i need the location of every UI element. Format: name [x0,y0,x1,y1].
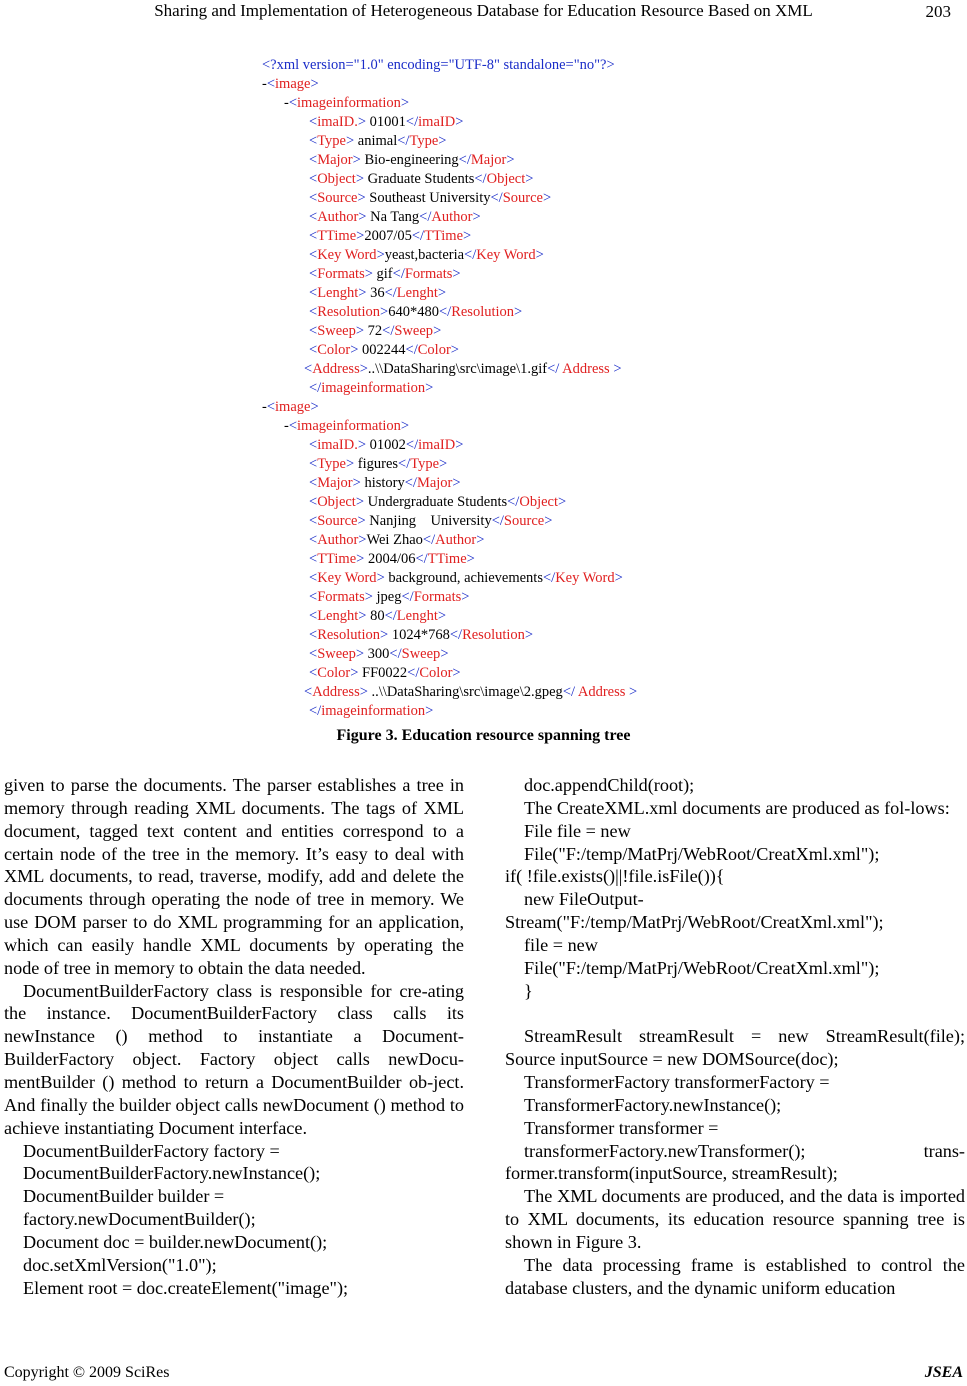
xml-markup: </ [401,589,414,605]
xml-tag-name: Address [312,361,360,377]
xml-tag-name: Major [470,152,507,168]
xml-tag-name: Source [503,513,545,529]
xml-line [284,94,409,113]
xml-line [262,75,319,94]
xml-tag-name: Key Word [317,570,377,586]
xml-markup: < [309,190,318,206]
xml-markup: > [614,570,623,586]
xml-tag-name: Sweep [401,646,441,662]
xml-markup: < [309,513,318,529]
xml-tag-name: imaID. [317,114,358,130]
code-line: former.transform(inputSource, streamResult); [505,1163,838,1184]
xml-text: 1024*768 [388,627,450,643]
xml-tag-name: Address [312,684,360,700]
xml-markup: </ [405,114,419,130]
xml-line [309,322,441,341]
xml-markup: < [309,209,318,225]
xml-tag-name: imageinformation [297,95,401,111]
code-block [4,1140,464,1300]
xml-markup: > [355,646,365,662]
xml-markup: > [310,76,319,92]
xml-text: Southeast University [365,190,491,206]
xml-markup: < [304,361,313,377]
xml-text: Nanjing University [365,513,492,529]
xml-markup: > [452,475,461,491]
xml-tag-name: Lenght [317,608,359,624]
xml-markup: > [558,494,567,510]
xml-markup: > [400,418,410,434]
xml-line [309,113,463,132]
xml-markup: </ [411,228,425,244]
xml-line [309,151,515,170]
xml-tag-name: Address [559,361,614,377]
xml-line [309,246,544,265]
xml-line [309,265,461,284]
xml-markup: > [358,209,367,225]
xml-line [304,360,622,379]
xml-markup: > [358,608,367,624]
xml-tag-name: Source [317,513,358,529]
xml-markup: > [355,494,365,510]
xml-tag-name: Object [317,171,356,187]
xml-markup: > [364,266,373,282]
xml-text: 36 [366,285,385,301]
xml-tag-name: Formats [317,589,365,605]
xml-markup: > [350,665,359,681]
xml-markup: </ [491,513,504,529]
xml-markup: > [535,247,544,263]
xml-markup: > [452,665,461,681]
xml-markup: < [309,646,318,662]
xml-markup: > [357,513,366,529]
xml-tag-name: Source [317,190,358,206]
xml-markup: > [439,456,448,472]
xml-markup: > [466,551,475,567]
xml-markup: > [358,532,367,548]
xml-markup: > [380,304,389,320]
running-header-title: Sharing and Implementation of Heterogeneous Database for Education Resource Based on XML [154,1,813,20]
xml-markup: < [309,171,318,187]
xml-text: 80 [366,608,385,624]
code-line: File("F:/temp/MatPrj/WebRoot/CreatXml.xml"); [524,957,880,978]
xml-line [284,417,409,436]
xml-markup: > [542,190,552,206]
xml-markup: < [309,133,318,149]
xml-markup: < [309,266,318,282]
xml-tag-name: Major [416,475,453,491]
xml-markup: > [450,342,459,358]
xml-tag-name: Type [410,456,440,472]
xml-text: Na Tang [366,209,420,225]
xml-markup: < [309,494,318,510]
xml-markup: < [309,285,318,301]
xml-tag-name: Resolution [451,304,515,320]
xml-markup: > [359,684,368,700]
xml-tag-name: Object [486,171,526,187]
xml-tag-name: Lenght [396,285,438,301]
xml-markup: > [425,703,434,719]
xml-markup: > [359,361,368,377]
code-line: factory.newDocumentBuilder(); [23,1209,256,1230]
xml-tag-name: Color [317,665,351,681]
xml-text: yeast,bacteria [384,247,465,263]
xml-line [309,474,461,493]
code-line: Document doc = builder.newDocument(); [23,1231,328,1252]
xml-tag-name: Author [317,209,359,225]
xml-tag-name: Source [502,190,543,206]
xml-tag-name: Key Word [317,247,377,263]
xml-tag-name: Sweep [317,323,356,339]
xml-markup: > [455,437,464,453]
xml-markup: > [352,475,361,491]
paragraph: The data processing frame is established to control the database clusters, and the dynamic uniform education [505,1254,965,1298]
xml-text: Undergraduate Students [364,494,508,510]
paragraph: StreamResult streamResult = new StreamResult(file); Source inputSource = new DOMSource(doc); [505,1026,965,1070]
xml-tag-name: Author [431,209,473,225]
xml-markup: </ [464,247,477,263]
xml-markup: > [438,133,447,149]
xml-markup: > [437,285,447,301]
xml-text: animal [354,133,398,149]
xml-markup: > [455,114,464,130]
xml-line [309,550,475,569]
xml-text: jpeg [372,589,402,605]
xml-markup: > [357,114,367,130]
xml-markup: > [345,456,355,472]
xml-markup: > [514,304,523,320]
xml-tag-name: imaID [418,114,456,130]
xml-markup: < [266,76,276,92]
xml-line [309,208,481,227]
xml-text: 72 [364,323,383,339]
xml-tag-name: imageinformation [321,380,426,396]
xml-tag-name: Key Word [555,570,615,586]
xml-tag-name: imaID [418,437,456,453]
xml-markup: > [376,570,385,586]
xml-tag-name: Object [317,494,356,510]
xml-markup: > [525,171,534,187]
xml-tag-name: Type [317,456,346,472]
xml-markup: < [309,551,318,567]
xml-tag-name: TTime [427,551,467,567]
xml-line [309,379,433,398]
xml-markup: > [440,646,449,662]
xml-line [309,569,623,588]
xml-markup: > [437,608,447,624]
code-line: doc.setXmlVersion("1.0"); [23,1254,217,1275]
xml-tag-name: Type [409,133,439,149]
xml-markup: </ [449,627,463,643]
xml-line [309,227,471,246]
code-line: Stream("F:/temp/MatPrj/WebRoot/CreatXml.xml"); [505,912,884,933]
code-line: File file = new [524,820,631,841]
xml-markup: > [524,627,534,643]
xml-markup: </ [438,304,452,320]
xml-markup: </ [419,209,432,225]
xml-tag-name: Color [317,342,351,358]
xml-markup: </ [392,266,405,282]
xml-tag-name: Key Word [476,247,536,263]
xml-line [309,645,449,664]
xml-line [309,341,459,360]
xml-markup: > [364,589,373,605]
xml-text: history [360,475,405,491]
xml-markup: </ [474,171,487,187]
xml-markup: > [506,152,515,168]
xml-tag-name: Object [519,494,558,510]
xml-tag-name: TTime [317,551,357,567]
xml-markup: </ [384,608,397,624]
xml-tag-name: Lenght [396,608,438,624]
xml-markup: < [309,456,318,472]
xml-markup: > [380,627,389,643]
xml-tag-name: Major [317,475,353,491]
xml-markup: > [357,190,366,206]
xml-tag-name: imageinformation [297,418,401,434]
xml-markup: > [452,266,461,282]
xml-markup: < [309,114,318,130]
xml-markup: </ [404,475,417,491]
xml-markup: </ [562,684,576,700]
xml-text: Graduate Students [364,171,475,187]
code-line [505,1140,965,1163]
right-column [505,774,965,1299]
footer-journal: JSEA [924,1364,963,1381]
code-fragment: transformerFactory.newTransformer(); [524,1140,806,1161]
xml-markup: </ [397,133,410,149]
xml-text: gif [372,266,393,282]
code-line: File("F:/temp/MatPrj/WebRoot/CreatXml.xml"); [524,843,880,864]
xml-markup: > [345,133,355,149]
xml-tag-name: Sweep [317,646,356,662]
xml-text: FF0022 [358,665,408,681]
xml-text: ..\\DataSharing\src\image\1.gif [367,361,548,377]
code-line: Transformer transformer = [524,1117,719,1138]
xml-markup: </ [384,285,397,301]
xml-markup: < [309,475,318,491]
xml-markup: < [309,570,318,586]
xml-line [309,626,533,645]
xml-tag-name: Formats [317,266,365,282]
xml-line [309,664,461,683]
xml-tag-name: Resolution [317,304,381,320]
xml-markup: < [309,589,318,605]
xml-tag-name: Sweep [394,323,434,339]
xml-tag-name: TTime [317,228,357,244]
xml-markup: < [309,342,318,358]
xml-tag-name: Resolution [317,627,381,643]
xml-markup: < [309,665,318,681]
xml-line [309,170,533,189]
xml-markup: > [400,95,410,111]
xml-markup: > [461,589,470,605]
code-line: DocumentBuilderFactory factory = [23,1140,280,1161]
xml-markup: < [309,437,318,453]
xml-markup: </ [405,437,419,453]
xml-markup: </ [415,551,428,567]
xml-line [309,455,447,474]
xml-tag-name: TTime [424,228,464,244]
xml-markup: < [288,418,298,434]
xml-text: 2007/05 [364,228,412,244]
xml-tag-name: imageinformation [321,703,426,719]
xml-markup: > [358,285,367,301]
xml-tag-name: Type [317,133,346,149]
xml-markup: > [463,228,472,244]
xml-markup: > [352,152,361,168]
xml-markup: > [425,380,434,396]
xml-markup: </ [490,190,503,206]
xml-line [262,56,615,75]
code-fragment: trans- [923,1140,965,1161]
code-line: DocumentBuilder builder = [23,1186,225,1207]
xml-text: 300 [364,646,390,662]
blank-line [505,1002,965,1025]
xml-line [262,398,319,417]
xml-markup: < [309,152,318,168]
code-line: file = new [524,934,598,955]
xml-markup: > [613,361,622,377]
xml-markup: < [309,247,318,263]
xml-markup: > [433,323,442,339]
xml-markup: </ [507,494,520,510]
xml-text: 2004/06 [364,551,416,567]
xml-text: - [262,76,267,92]
code-line: TransformerFactory.newInstance(); [524,1094,782,1115]
xml-markup: > [355,171,365,187]
xml-markup: </ [382,323,395,339]
xml-markup: < [309,323,318,339]
xml-markup: </ [398,456,411,472]
xml-line [309,493,566,512]
xml-line [309,436,463,455]
paragraph: given to parse the documents. The parser establishes a tree in memory through reading XML documents. The tags of XML document, tagged text content and entities correspond to a certain node of the tree in the memory. It’s easy to deal with XML documents, to read, traverse, modify, add and delete the documents through operating the node of tree in memory. We use DOM parser to do XML programming for an application, which can easily handle XML documents by operating the node of tree in memory to obtain the data needed. [4,775,464,978]
code-line: Element root = doc.createElement("image"); [23,1277,349,1298]
xml-markup: > [355,323,365,339]
xml-markup: < [266,399,276,415]
xml-line [309,512,552,531]
xml-markup: > [472,209,481,225]
xml-markup: > [476,532,485,548]
xml-markup: </ [405,342,418,358]
xml-markup: </ [547,361,560,377]
code-line: } [524,980,533,1001]
xml-line [309,531,484,550]
xml-markup: </ [309,380,322,396]
xml-text: Wei Zhao [366,532,423,548]
xml-line [309,588,469,607]
xml-line [309,132,446,151]
paragraph: The XML documents are produced, and the data is imported to XML documents, its education resource spanning tree is shown in Figure 3. [505,1186,965,1252]
xml-text: figures [354,456,399,472]
xml-markup: < [309,627,318,643]
xml-tag-name: image [275,399,311,415]
xml-line [309,607,446,626]
xml-markup: > [629,684,638,700]
xml-tag-name: Major [317,152,353,168]
xml-markup: </ [542,570,556,586]
xml-markup: </ [422,532,436,548]
xml-line [309,189,551,208]
xml-tag-name: Color [417,342,451,358]
xml-tag-name: imaID. [317,437,358,453]
code-line: new FileOutput- [524,889,644,910]
xml-markup: </ [407,665,420,681]
xml-tag-name: image [275,76,311,92]
xml-text: - [262,399,267,415]
xml-tag-name: Author [317,532,359,548]
xml-text: 01002 [366,437,406,453]
xml-markup: < [309,608,318,624]
left-column [4,774,464,1299]
paragraph: The CreateXML.xml documents are produced as fol-lows: [524,797,950,818]
paragraph: DocumentBuilderFactory class is responsible for cre-ating the instance. DocumentBuilderFactory class calls its newInstance () method to instantiate a Document-BuilderFactory object. Factory object calls newDocu-mentBuilder () method to return a DocumentBuilder ob-ject. And finally the builder object calls newDocument () method to achieve instantiating Document interface. [4,980,464,1138]
xml-tag-name: Formats [404,266,453,282]
code-line: TransformerFactory transformerFactory = [524,1071,830,1092]
figure-caption: Figure 3. Education resource spanning tree [336,727,631,744]
xml-markup: > [357,437,367,453]
xml-markup: > [356,228,365,244]
xml-markup: > [376,247,385,263]
xml-text: - [284,418,289,434]
code-line: DocumentBuilderFactory.newInstance(); [23,1163,321,1184]
xml-markup: </ [458,152,471,168]
xml-text: 01001 [366,114,406,130]
xml-text: ..\\DataSharing\src\image\2.gpeg [367,684,563,700]
xml-tag-name: Author [435,532,477,548]
xml-markup: <?xml version="1.0" encoding="UTF-8" standalone="no"?> [262,57,615,73]
xml-text: Bio-engineering [360,152,459,168]
xml-markup: > [544,513,553,529]
xml-line [309,284,446,303]
xml-markup: > [310,399,319,415]
code-line: if( !file.exists()||!file.isFile()){ [505,866,725,887]
page-number: 203 [925,2,951,21]
footer-copyright: Copyright © 2009 SciRes [4,1364,170,1381]
xml-markup: > [356,551,365,567]
xml-tag-name: Color [419,665,453,681]
xml-text: 640*480 [388,304,439,320]
xml-markup: < [309,304,318,320]
xml-line [309,303,522,322]
xml-tag-name: Lenght [317,285,359,301]
code-line: doc.appendChild(root); [524,775,695,795]
xml-markup: < [309,532,318,548]
xml-text: background, achievements [384,570,543,586]
xml-tag-name: Address [575,684,630,700]
xml-text: 002244 [358,342,406,358]
xml-tag-name: Resolution [462,627,525,643]
xml-markup: < [304,684,313,700]
xml-text: - [284,95,289,111]
xml-markup: </ [309,703,322,719]
xml-markup: </ [389,646,402,662]
xml-markup: < [309,228,318,244]
xml-line [309,702,433,721]
xml-tag-name: Formats [413,589,462,605]
xml-markup: > [350,342,359,358]
xml-markup: < [288,95,298,111]
xml-line [304,683,637,702]
